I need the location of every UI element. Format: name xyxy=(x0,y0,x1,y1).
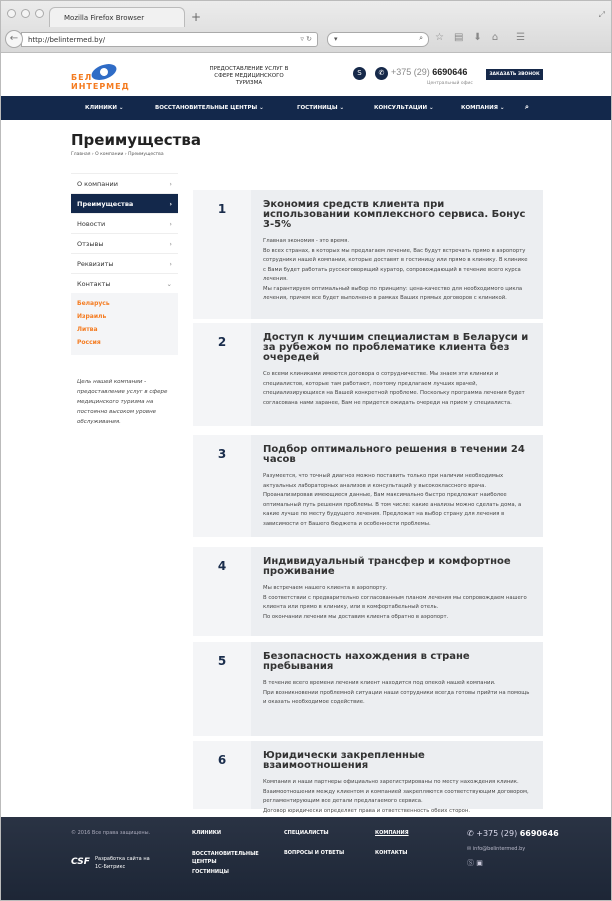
contact-lithuania[interactable]: Литва xyxy=(77,326,98,333)
bookmark-star-icon[interactable]: ☆ xyxy=(435,32,444,43)
breadcrumb[interactable]: Главная › О компании › Преимущества xyxy=(71,152,164,157)
browser-tab[interactable]: Mozilla Firefox Browser xyxy=(49,7,185,27)
card-number: 1 xyxy=(193,190,251,319)
advantage-card xyxy=(193,642,543,736)
chevron-down-icon: ⌄ xyxy=(166,280,172,288)
url-bar[interactable] xyxy=(21,32,318,47)
card-text: Компания и наши партнеры официально зарегистрированы по месту нахождения клиник. Взаимоотношения между клиентом и компанией закрепляются соответствующим договором, регламентирующим все детали предлагаемого сервиса. Договор юридически определяет права и ответственность обеих сторон. xyxy=(263,779,529,814)
back-button[interactable]: ← xyxy=(5,30,23,48)
card-title: Экономия средств клиента при использовании комплексного сервиса. Бонус 3-5% xyxy=(263,199,526,230)
reload-icon[interactable]: ▿ ↻ xyxy=(300,35,312,43)
facebook-icon[interactable]: ▣ xyxy=(476,859,483,867)
sidebar-item-contacts[interactable]: Контакты ⌄ xyxy=(71,273,178,293)
page-title: Преимущества xyxy=(71,131,201,149)
url-text: http://belintermed.by/ xyxy=(28,36,106,44)
card-number: 2 xyxy=(193,323,251,426)
advantage-card xyxy=(193,190,543,319)
developer-logo[interactable]: CSF xyxy=(71,857,90,867)
card-number: 6 xyxy=(193,741,251,809)
card-text: Со всеми клиниками имеются договора о сотрудничестве. Мы знаем эти клиники и специалистов, которые там работают, поэтому предлагаем лучших врачей, специализирующихся на Вашей конкретной проблеме. Поскольку программа лечения будет согласована нами заранее, Вам не придется ожидать очереди на прием у специалиста. xyxy=(263,371,525,406)
card-number: 5 xyxy=(193,642,251,736)
site-header xyxy=(1,53,611,96)
sidebar-item-news[interactable]: Новости › xyxy=(71,213,178,233)
footer-link-specialists[interactable]: СПЕЦИАЛИСТЫ xyxy=(284,830,329,836)
card-number: 3 xyxy=(193,435,251,537)
phone-icon: ✆ xyxy=(467,829,477,838)
skype-icon[interactable]: Ⓢ xyxy=(467,859,474,867)
search-icon: ⌕ xyxy=(419,34,423,42)
card-title: Доступ к лучшим специалистам в Беларуси и за рубежом по проблематике клиента без очередей xyxy=(263,332,529,363)
footer-link-rehab[interactable]: ВОССТАНОВИТЕЛЬНЫЕ ЦЕНТРЫ xyxy=(192,851,259,865)
card-number: 4 xyxy=(193,547,251,636)
contacts-submenu xyxy=(71,293,178,355)
phone-icon: ✆ xyxy=(375,67,388,80)
footer-link-hotels[interactable]: ГОСТИНИЦЫ xyxy=(192,869,229,875)
sidebar xyxy=(71,173,178,427)
nav-rehab-centers[interactable]: ВОССТАНОВИТЕЛЬНЫЕ ЦЕНТРЫ ⌄ xyxy=(155,105,264,111)
nav-consultations[interactable]: КОНСУЛЬТАЦИИ ⌄ xyxy=(374,105,434,111)
nav-company[interactable]: КОМПАНИЯ ⌄ xyxy=(461,105,505,111)
sidebar-item-requisites[interactable]: Реквизиты › xyxy=(71,253,178,273)
footer-link-contacts[interactable]: КОНТАКТЫ xyxy=(375,850,408,856)
browser-chrome xyxy=(1,1,611,53)
card-title: Индивидуальный трансфер и комфортное проживание xyxy=(263,556,511,577)
sidebar-item-about[interactable]: О компании › xyxy=(71,173,178,193)
sidebar-item-advantages[interactable]: Преимущества › xyxy=(71,193,178,213)
copyright: © 2016 Все права защищены. xyxy=(71,830,151,836)
chevron-right-icon: › xyxy=(169,260,172,268)
menu-icon[interactable]: ☰ xyxy=(516,32,526,43)
skype-icon[interactable]: S xyxy=(353,67,366,80)
nav-hotels[interactable]: ГОСТИНИЦЫ ⌄ xyxy=(297,105,345,111)
footer-link-faq[interactable]: ВОПРОСЫ И ОТВЕТЫ xyxy=(284,850,345,856)
fullscreen-icon[interactable]: ⤢ xyxy=(598,10,605,19)
search-bar[interactable]: ▾ ⌕ xyxy=(327,32,429,47)
reading-list-icon[interactable]: ▤ xyxy=(453,32,464,43)
home-icon[interactable]: ⌂ xyxy=(491,32,499,43)
window-controls[interactable] xyxy=(7,9,44,18)
advantage-card xyxy=(193,547,543,636)
contact-israel[interactable]: Израиль xyxy=(77,313,107,320)
advantage-card xyxy=(193,741,543,814)
advantage-card xyxy=(193,323,543,426)
card-text: Главная экономия - это время. Во всех странах, в которых мы предлагаем лечение, Вас будут встречать прямо в аэропорту сотрудники нашей компании, которые доставят в гостиницу или прямо в клинику. В клинике с Вами будет работать русскоговорящий куратор, сопровождающий в течение всего курса лечения. Мы гарантируем оптимальный выбор по принципу: цена-качество для необходимого цикла лечения, причем все будет выполнено в рамках Ваших прямых договоров с клиникой. xyxy=(263,238,528,301)
footer-link-company[interactable]: КОМПАНИЯ xyxy=(375,830,409,836)
footer-link-clinics[interactable]: КЛИНИКИ xyxy=(192,830,222,836)
card-text: В течение всего времени лечения клиент находится под опекой нашей компании. При возникновении проблемной ситуации наши сотрудники всегда готовы прийти на помощь и оказать необходимое содействие. xyxy=(263,680,530,705)
card-text: Разумеется, что точный диагноз можно поставить только при наличии необходимых актуальных лабораторных анализов и консультаций у высококлассного врача. Проанализировав имеющиеся данные, Вам максимально быстро предложат наиболее оптимальный путь решения проблемы. В том числе: какие анализы можно сделать дома, а какие лучше по месту будущего лечения. Предложат на выбор страну для лечения в зависимости от Вашего бюджета и особенности проблемы. xyxy=(263,473,522,527)
contact-belarus[interactable]: Беларусь xyxy=(77,300,110,307)
search-icon[interactable]: ⌕ xyxy=(525,103,529,111)
download-icon[interactable]: ⬇ xyxy=(473,32,482,43)
tagline: ПРЕДОСТАВЛЕНИЕ УСЛУГ В СФЕРЕ МЕДИЦИНСКОГО ТУРИЗМА xyxy=(209,66,289,86)
chevron-right-icon: › xyxy=(169,240,172,248)
callback-button[interactable]: ЗАКАЗАТЬ ЗВОНОК xyxy=(486,69,543,80)
mail-icon: ✉ xyxy=(467,846,473,852)
footer-email[interactable]: ✉ info@belintermed.by xyxy=(467,846,526,852)
main-nav xyxy=(1,96,611,120)
new-tab-button[interactable]: + xyxy=(191,10,202,24)
developer-text[interactable]: Разработка сайта на 1С-Битрикс xyxy=(95,856,150,870)
card-title: Безопасность нахождения в стране пребывания xyxy=(263,651,470,672)
chevron-right-icon: › xyxy=(169,200,172,208)
footer-phone[interactable]: ✆ +375 (29) 6690646 xyxy=(467,829,559,838)
site-footer xyxy=(1,817,611,900)
office-label: Центральный офис xyxy=(427,81,473,86)
sidebar-item-reviews[interactable]: Отзывы › xyxy=(71,233,178,253)
nav-clinics[interactable]: КЛИНИКИ ⌄ xyxy=(85,105,124,111)
card-text: Мы встречаем нашего клиента в аэропорту. В соответствии с предварительно согласованным планом лечения мы сопровождаем нашего клиента или прямо в клинику, или в комфортабельный отель. По окончании лечения мы доставим клиента обратно в аэропорт. xyxy=(263,585,527,620)
contact-russia[interactable]: Россия xyxy=(77,339,101,346)
logo[interactable]: БЕЛ ИНТЕРМЕД xyxy=(71,61,151,91)
advantage-card xyxy=(193,435,543,537)
card-title: Подбор оптимального решения в течении 24 часов xyxy=(263,444,525,465)
card-title: Юридически закрепленные взаимоотношения xyxy=(263,750,425,771)
chevron-right-icon: › xyxy=(169,220,172,228)
company-goal: Цель нашей компании - предоставление услуг в сфере медицинского туризма на постоянно высоком уровне обслуживания. xyxy=(77,379,168,425)
chevron-right-icon: › xyxy=(169,180,172,188)
header-phone[interactable]: +375 (29) 6690646 xyxy=(391,67,468,77)
